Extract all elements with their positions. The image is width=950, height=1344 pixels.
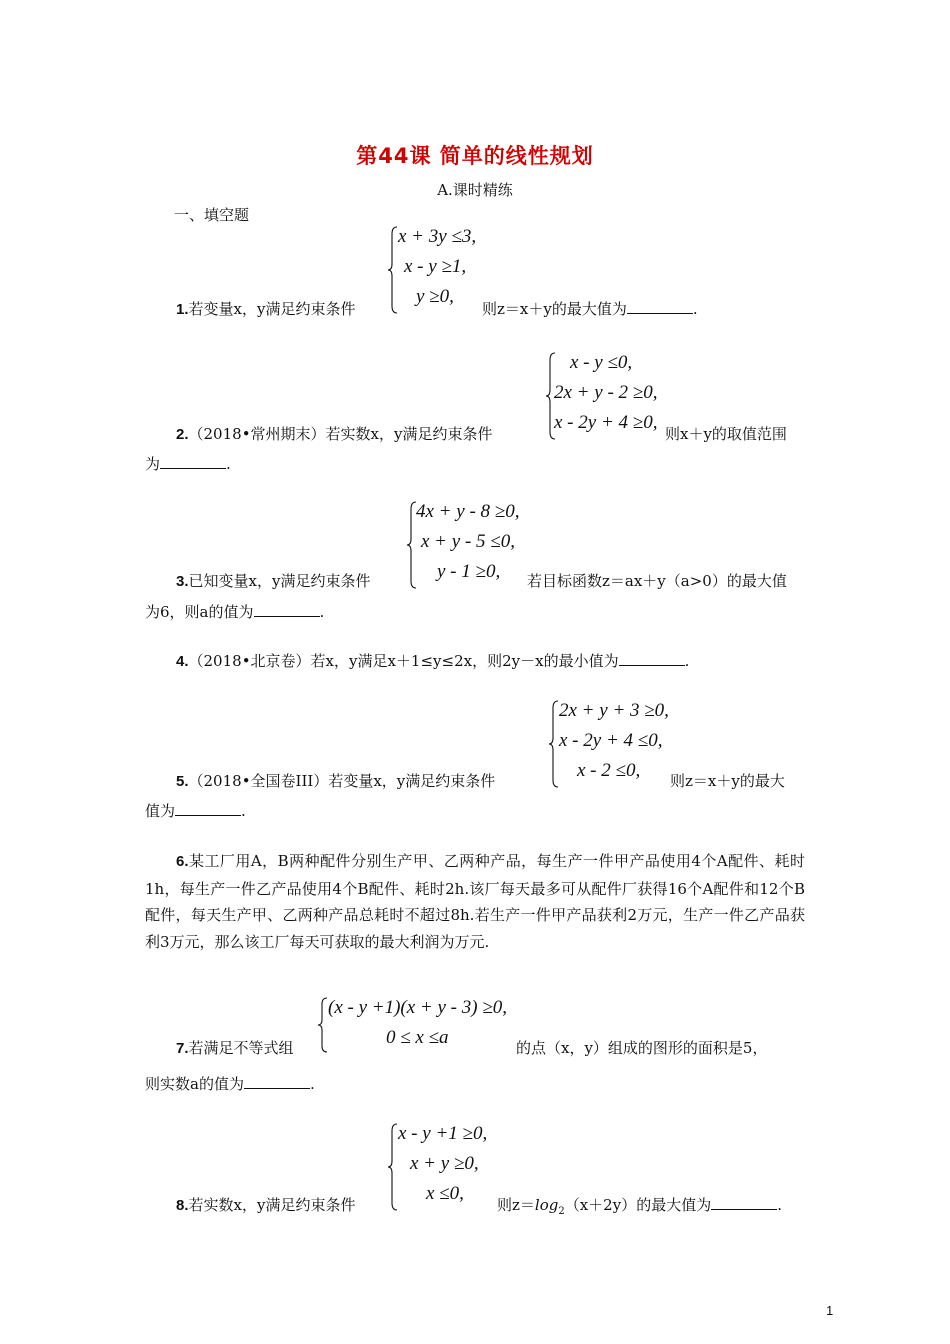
constraint-system-7 [318,997,538,1057]
log-symbol: log [534,1196,559,1214]
problem-text: 的点（x，y）组成的图形的面积是5， [516,1039,768,1057]
problem-text: 为 [145,455,161,473]
problem-text: 已知变量x，y满足约束条件 [188,572,371,590]
problem-text: 某工厂用A，B两种配件分别生产甲、乙两种产品，每生产一件甲产品使用4个A配件、耗时1h，每生产一件乙产品使用4个B配件、耗时2h.该厂每天最多可从配件厂获得16个A配件和12个B配件，每天生产甲、乙两种产品总耗时不超过8h.若生产一件甲产品获利2万元，生产一件乙产品获利3万元，那么该工厂每天可获取的最大利润为万元. [145,852,805,951]
problem-number: 3. [176,573,189,590]
left-brace-icon [388,1123,398,1211]
problem-8-suffix [497,1195,782,1222]
punctuation: . [684,652,690,670]
punctuation: . [777,1196,782,1214]
punctuation: . [241,802,246,820]
constraint-row: y ≥0, [416,286,454,307]
constraint-row: 2x + y - 2 ≥0, [554,382,658,403]
punctuation: . [692,300,698,318]
problem-2-line2 [145,454,231,474]
constraint-row: x + y - 5 ≤0, [421,531,515,552]
problem-4 [176,651,689,672]
constraint-row: 2x + y + 3 ≥0, [559,700,669,721]
problem-1-prefix [176,299,355,320]
problem-number: 2. [176,426,189,443]
constraint-system-5 [549,700,679,790]
section-heading: 一、填空题 [174,206,250,224]
constraint-row: x - y +1 ≥0, [398,1123,488,1144]
problem-8-prefix [176,1195,355,1216]
constraint-row: x + 3y ≤3, [398,226,477,247]
page-number: 1 [826,1303,834,1318]
constraint-row: x ≤0, [426,1183,464,1204]
problem-number: 4. [176,653,189,670]
constraint-system-1 [388,226,488,316]
problem-text: 值为 [145,802,176,820]
answer-blank[interactable] [254,604,320,617]
problem-text: （x＋2y）的最大值为 [564,1196,712,1214]
problem-2-prefix [176,424,492,445]
problem-5-line2 [145,801,246,821]
constraint-row: 4x + y - 8 ≥0, [416,501,520,522]
problem-3-suffix [527,571,787,591]
constraint-row: x - 2y + 4 ≤0, [559,730,663,751]
problem-5-prefix [176,771,495,792]
problem-text: 若满足不等式组 [188,1039,294,1057]
problem-7-line2 [145,1074,315,1094]
left-brace-icon [318,997,328,1053]
problem-text: 则实数a的值为 [145,1075,244,1093]
problem-text: （2018•全国卷III）若变量x，y满足约束条件 [188,772,496,790]
constraint-row: 0 ≤ x ≤a [386,1027,449,1048]
problem-3-prefix [176,571,370,592]
constraint-row: (x - y +1)(x + y - 3) ≥0, [328,997,508,1018]
problem-text: （2018•北京卷）若x，y满足x＋1≤y≤2x，则2y－x的最小值为 [188,652,619,670]
constraint-row: x + y ≥0, [410,1153,479,1174]
problem-number: 6. [176,853,189,870]
constraint-row: x - 2 ≤0, [577,760,641,781]
constraint-row: x - y ≥1, [404,256,467,277]
constraint-system-8 [388,1123,498,1213]
problem-text: 则z＝x＋y的最大 [670,772,785,790]
punctuation: . [309,1075,315,1093]
log-base: 2 [558,1206,565,1217]
problem-6 [145,848,805,955]
problem-number: 8. [176,1197,189,1214]
problem-text: 若目标函数z＝ax＋y（a>0）的最大值 [527,572,787,590]
problem-text: 若实数x，y满足约束条件 [188,1196,356,1214]
problem-text: （2018•常州期末）若实数x，y满足约束条件 [188,425,493,443]
page-subtitle: A.课时精练 [437,181,513,199]
problem-7-prefix [176,1038,294,1059]
problem-text: 则x＋y的取值范围 [665,425,787,443]
problem-2-suffix [665,424,787,444]
problem-text: 为6，则a的值为 [145,603,254,621]
problem-text: 则z＝x＋y的最大值为 [482,300,627,318]
constraint-row: y - 1 ≥0, [437,561,501,582]
punctuation: . [226,455,231,473]
answer-blank[interactable] [627,301,693,314]
problem-5-suffix [670,771,785,791]
left-brace-icon [388,226,398,314]
answer-blank[interactable] [160,456,226,469]
problem-number: 7. [176,1040,189,1057]
problem-number: 1. [176,301,189,318]
answer-blank[interactable] [244,1076,310,1089]
constraint-system-3 [407,501,537,591]
answer-blank[interactable] [619,653,685,666]
left-brace-icon [549,700,559,788]
constraint-system-2 [546,352,676,442]
problem-number: 5. [176,773,189,790]
problem-text: 则z＝ [497,1196,535,1214]
constraint-row: x - y ≤0, [570,352,633,373]
answer-blank[interactable] [175,803,241,816]
punctuation: . [319,603,325,621]
problem-1-suffix [482,299,698,319]
problem-text: 若变量x，y满足约束条件 [188,300,356,318]
answer-blank[interactable] [711,1197,777,1210]
constraint-row: x - 2y + 4 ≥0, [554,412,658,433]
problem-7-suffix [516,1038,767,1058]
page-title: 第44课 简单的线性规划 [356,144,594,168]
problem-3-line2 [145,602,324,622]
